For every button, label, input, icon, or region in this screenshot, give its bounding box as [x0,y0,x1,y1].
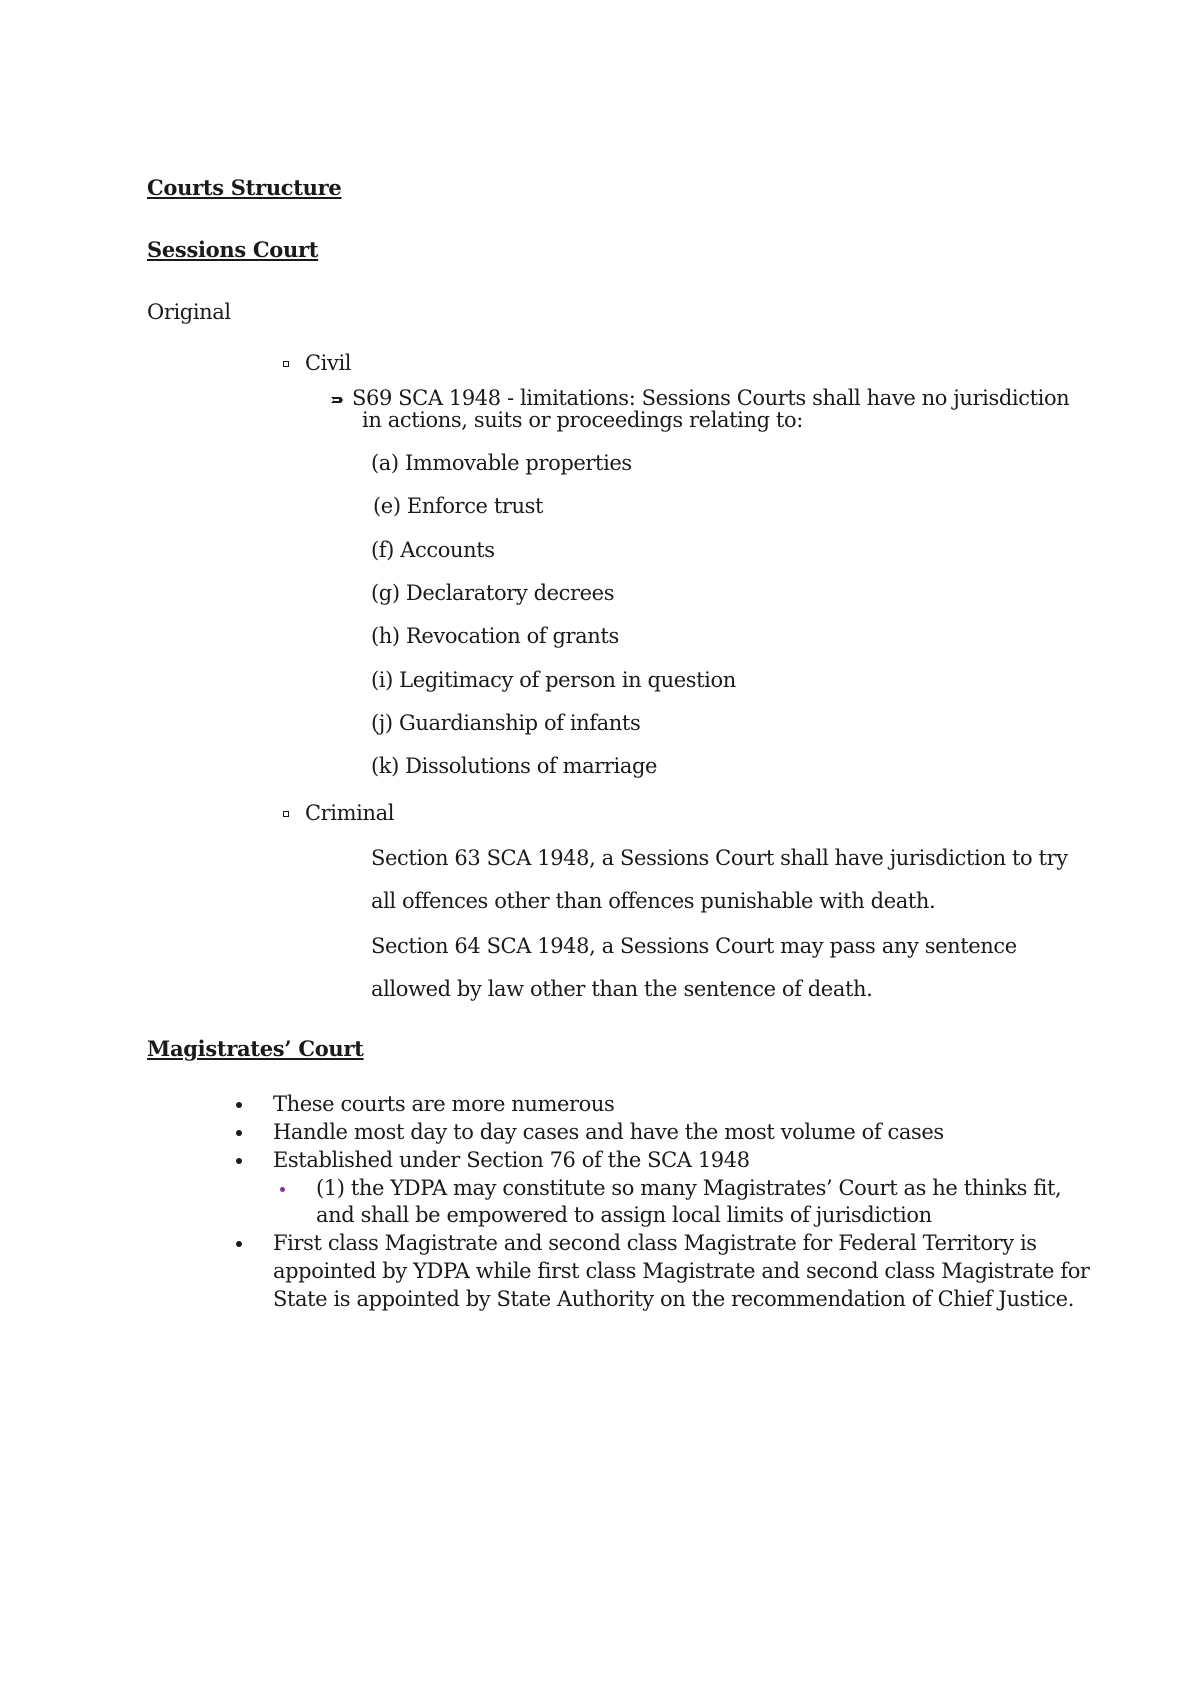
magistrates-last-bullet-line: State is appointed by State Authority on the recommendation of Chief Justice. [273,1287,1074,1311]
square-bullet-icon [283,361,289,367]
criminal-line: Section 63 SCA 1948, a Sessions Court shall have jurisdiction to try [371,846,1068,870]
civil-item: (i) Legitimacy of person in question [371,668,736,692]
criminal-line: Section 64 SCA 1948, a Sessions Court may pass any sentence [371,934,1017,958]
sessions-court-heading: Sessions Court [147,237,319,262]
arrow-bullet-icon [330,395,344,405]
magistrates-court-heading: Magistrates’ Court [147,1036,364,1061]
civil-item: (a) Immovable properties [371,451,632,475]
page-title: Courts Structure [147,175,342,200]
criminal-label: Criminal [305,801,395,825]
sub-bullet-icon [280,1187,285,1192]
magistrates-bullet: Handle most day to day cases and have the most volume of cases [273,1120,944,1144]
magistrates-sub-bullet-line-1: (1) the YDPA may constitute so many Magistrates’ Court as he thinks fit, [316,1176,1062,1200]
civil-item: (k) Dissolutions of marriage [371,754,658,778]
civil-label: Civil [305,351,352,375]
magistrates-last-bullet-line: First class Magistrate and second class Magistrate for Federal Territory is [273,1231,1037,1255]
magistrates-bullet: These courts are more numerous [273,1092,615,1116]
s69-line-1: S69 SCA 1948 - limitations: Sessions Courts shall have no jurisdiction [352,386,1070,410]
bullet-icon [236,1130,242,1136]
civil-item: (g) Declaratory decrees [371,581,615,605]
s69-line-2: in actions, suits or proceedings relating to: [362,408,803,432]
civil-item: (j) Guardianship of infants [371,711,641,735]
civil-item: (e) Enforce trust [373,494,544,518]
civil-item: (h) Revocation of grants [371,624,619,648]
original-label: Original [147,300,231,324]
magistrates-sub-bullet-line-2: and shall be empowered to assign local limits of jurisdiction [316,1203,932,1227]
civil-item: (f) Accounts [371,538,495,562]
criminal-line: allowed by law other than the sentence of death. [371,977,873,1001]
criminal-line: all offences other than offences punishable with death. [371,889,936,913]
bullet-icon [236,1102,242,1108]
magistrates-last-bullet-line: appointed by YDPA while first class Magistrate and second class Magistrate for [273,1259,1090,1283]
square-bullet-icon [283,811,289,817]
bullet-icon [236,1158,242,1164]
magistrates-bullet: Established under Section 76 of the SCA 1948 [273,1148,750,1172]
bullet-icon [236,1241,242,1247]
